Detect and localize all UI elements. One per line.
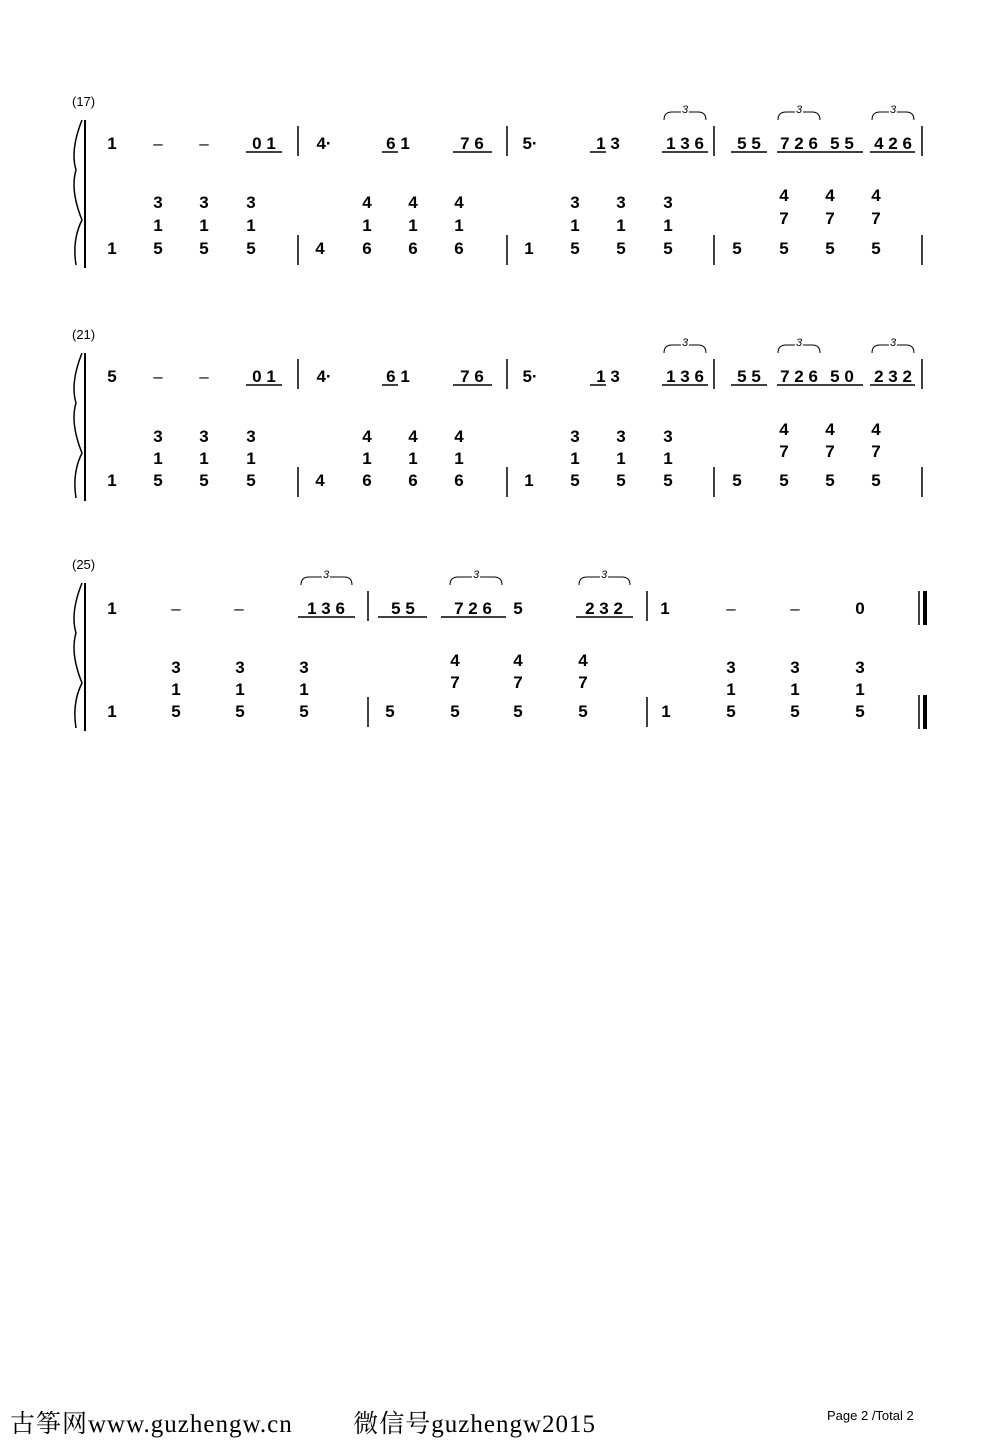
triplet-mark: 3 [889, 337, 897, 349]
chord-low: 5 [779, 471, 789, 490]
chord-low: 5 [235, 702, 245, 721]
chord-top: 4 [408, 427, 418, 446]
triplet-mark: 3 [681, 104, 689, 116]
chord-top: 4 [408, 193, 418, 212]
chord-top: 4 [779, 186, 789, 205]
chord-low: 6 [362, 239, 372, 258]
melody-note: 2 3 2 [874, 367, 912, 386]
melody-note: 7 6 [460, 367, 484, 386]
chord-mid: 1 [199, 449, 209, 468]
chord-mid: 1 [570, 216, 580, 235]
chord-low: 5 [616, 239, 626, 258]
melody-dash: – [199, 134, 209, 153]
chord-low: 5 [825, 239, 835, 258]
melody-note: 7 2 6 [780, 134, 818, 153]
melody-note: 5 0 [830, 367, 854, 386]
melody-note: 5· [522, 134, 538, 153]
melody-dash: – [726, 599, 736, 618]
bass-root: 1 [107, 239, 117, 258]
melody-dash: – [153, 367, 163, 386]
chord-mid: 1 [454, 449, 464, 468]
chord-low: 6 [408, 239, 418, 258]
bass-root: 5 [732, 239, 742, 258]
melody-note: 1 3 6 [666, 367, 704, 386]
site-url: 古筝网www.guzhengw.cn [10, 1411, 293, 1438]
chord-top: 3 [153, 427, 163, 446]
chord-top: 3 [299, 658, 309, 677]
melody-note: 4 2 6 [874, 134, 912, 153]
chord-low: 5 [513, 702, 523, 721]
melody-note: 4· [316, 367, 332, 386]
chord-mid: 1 [153, 216, 163, 235]
chord-mid: 1 [570, 449, 580, 468]
chord-low: 5 [153, 471, 163, 490]
melody-note: 5 5 [737, 134, 761, 153]
chord-top: 4 [362, 193, 372, 212]
melody-note: 2 3 2 [585, 599, 623, 618]
melody-dash: – [171, 599, 181, 618]
chord-top: 4 [362, 427, 372, 446]
melody-dash: – [234, 599, 244, 618]
score-system-1 [0, 90, 1000, 290]
chord-low: 5 [825, 471, 835, 490]
page-indicator: Page 2 /Total 2 [827, 1408, 914, 1423]
chord-low: 5 [871, 239, 881, 258]
bass-root: 1 [107, 702, 117, 721]
bass-root: 1 [661, 702, 671, 721]
melody-note: 5· [522, 367, 538, 386]
melody-dash: – [790, 599, 800, 618]
chord-top: 3 [570, 427, 580, 446]
melody-note: 0 [855, 599, 865, 618]
melody-note: 6 1 [386, 367, 410, 386]
chord-low: 5 [153, 239, 163, 258]
bass-root: 1 [524, 471, 534, 490]
chord-mid: 1 [246, 449, 256, 468]
melody-note: 1 3 [596, 367, 620, 386]
melody-note: 1 3 6 [307, 599, 345, 618]
chord-low: 5 [871, 471, 881, 490]
chord-mid: 1 [454, 216, 464, 235]
chord-top: 4 [871, 420, 881, 439]
footer-site-text [10, 1404, 596, 1440]
chord-low: 6 [454, 239, 464, 258]
chord-top: 4 [450, 651, 460, 670]
melody-dash: – [199, 367, 209, 386]
chord-top: 3 [663, 427, 673, 446]
chord-top: 4 [454, 193, 464, 212]
chord-top: 4 [825, 420, 835, 439]
chord-mid: 7 [825, 209, 835, 228]
triplet-mark: 3 [889, 104, 897, 116]
melody-note: 4· [316, 134, 332, 153]
chord-top: 3 [246, 193, 256, 212]
chord-mid: 1 [171, 680, 181, 699]
chord-mid: 1 [153, 449, 163, 468]
chord-mid: 1 [235, 680, 245, 699]
chord-mid: 7 [450, 673, 460, 692]
bass-root: 1 [107, 471, 117, 490]
chord-top: 4 [779, 420, 789, 439]
chord-top: 3 [235, 658, 245, 677]
melody-note: 5 5 [737, 367, 761, 386]
chord-mid: 1 [246, 216, 256, 235]
bass-root: 4 [315, 471, 325, 490]
chord-low: 5 [616, 471, 626, 490]
chord-mid: 1 [408, 216, 418, 235]
chord-mid: 1 [362, 449, 372, 468]
staff-lines [0, 555, 1000, 755]
measure-number: (17) [72, 94, 96, 109]
chord-low: 5 [779, 239, 789, 258]
chord-top: 3 [790, 658, 800, 677]
melody-note: 0 1 [252, 367, 276, 386]
triplet-mark: 3 [322, 569, 330, 581]
triplet-mark: 3 [795, 337, 803, 349]
chord-low: 5 [570, 239, 580, 258]
chord-mid: 7 [825, 442, 835, 461]
score-system-3 [0, 555, 1000, 755]
chord-mid: 7 [513, 673, 523, 692]
melody-note: 1 [107, 599, 117, 618]
chord-low: 6 [454, 471, 464, 490]
chord-top: 3 [726, 658, 736, 677]
chord-low: 5 [246, 471, 256, 490]
chord-low: 5 [570, 471, 580, 490]
chord-mid: 7 [779, 442, 789, 461]
chord-low: 5 [663, 239, 673, 258]
bass-root: 5 [732, 471, 742, 490]
chord-top: 4 [871, 186, 881, 205]
chord-top: 3 [171, 658, 181, 677]
chord-top: 3 [570, 193, 580, 212]
chord-mid: 7 [578, 673, 588, 692]
chord-top: 3 [199, 427, 209, 446]
score-system-2 [0, 325, 1000, 525]
chord-low: 5 [199, 239, 209, 258]
chord-mid: 7 [871, 442, 881, 461]
melody-note: 1 [107, 134, 117, 153]
chord-low: 5 [855, 702, 865, 721]
wechat-id: 微信号guzhengw2015 [353, 1411, 597, 1438]
chord-top: 4 [578, 651, 588, 670]
chord-mid: 1 [790, 680, 800, 699]
melody-note: 0 1 [252, 134, 276, 153]
bass-root: 1 [524, 239, 534, 258]
melody-dash: – [153, 134, 163, 153]
triplet-mark: 3 [472, 569, 480, 581]
melody-note: 7 6 [460, 134, 484, 153]
melody-note: 5 5 [391, 599, 415, 618]
chord-mid: 1 [408, 449, 418, 468]
triplet-mark: 3 [681, 337, 689, 349]
melody-note: 5 5 [830, 134, 854, 153]
melody-note: 1 [660, 599, 670, 618]
bass-root: 5 [385, 702, 395, 721]
triplet-mark: 3 [600, 569, 608, 581]
staff-lines [0, 90, 1000, 290]
measure-number: (21) [72, 327, 96, 342]
chord-low: 5 [663, 471, 673, 490]
chord-top: 4 [825, 186, 835, 205]
chord-low: 5 [246, 239, 256, 258]
measure-number: (25) [72, 557, 96, 572]
chord-top: 3 [246, 427, 256, 446]
melody-note: 1 3 [596, 134, 620, 153]
melody-note: 6 1 [386, 134, 410, 153]
chord-mid: 7 [871, 209, 881, 228]
chord-top: 3 [199, 193, 209, 212]
chord-top: 4 [513, 651, 523, 670]
chord-mid: 1 [362, 216, 372, 235]
triplet-mark: 3 [795, 104, 803, 116]
chord-mid: 1 [616, 449, 626, 468]
chord-mid: 1 [855, 680, 865, 699]
melody-note: 5 [513, 599, 523, 618]
chord-top: 3 [616, 193, 626, 212]
melody-note: 7 2 6 [780, 367, 818, 386]
chord-low: 5 [578, 702, 588, 721]
melody-note: 5 [107, 367, 117, 386]
chord-top: 3 [663, 193, 673, 212]
chord-low: 5 [299, 702, 309, 721]
chord-top: 4 [454, 427, 464, 446]
bass-root: 4 [315, 239, 325, 258]
chord-low: 6 [408, 471, 418, 490]
chord-mid: 7 [779, 209, 789, 228]
staff-lines [0, 325, 1000, 525]
chord-top: 3 [153, 193, 163, 212]
chord-mid: 1 [663, 449, 673, 468]
chord-low: 5 [450, 702, 460, 721]
melody-note: 1 3 6 [666, 134, 704, 153]
melody-note: 7 2 6 [454, 599, 492, 618]
chord-low: 5 [790, 702, 800, 721]
chord-mid: 1 [616, 216, 626, 235]
chord-mid: 1 [299, 680, 309, 699]
chord-low: 5 [171, 702, 181, 721]
chord-top: 3 [616, 427, 626, 446]
chord-low: 6 [362, 471, 372, 490]
chord-mid: 1 [199, 216, 209, 235]
chord-mid: 1 [663, 216, 673, 235]
chord-low: 5 [199, 471, 209, 490]
chord-low: 5 [726, 702, 736, 721]
chord-mid: 1 [726, 680, 736, 699]
chord-top: 3 [855, 658, 865, 677]
